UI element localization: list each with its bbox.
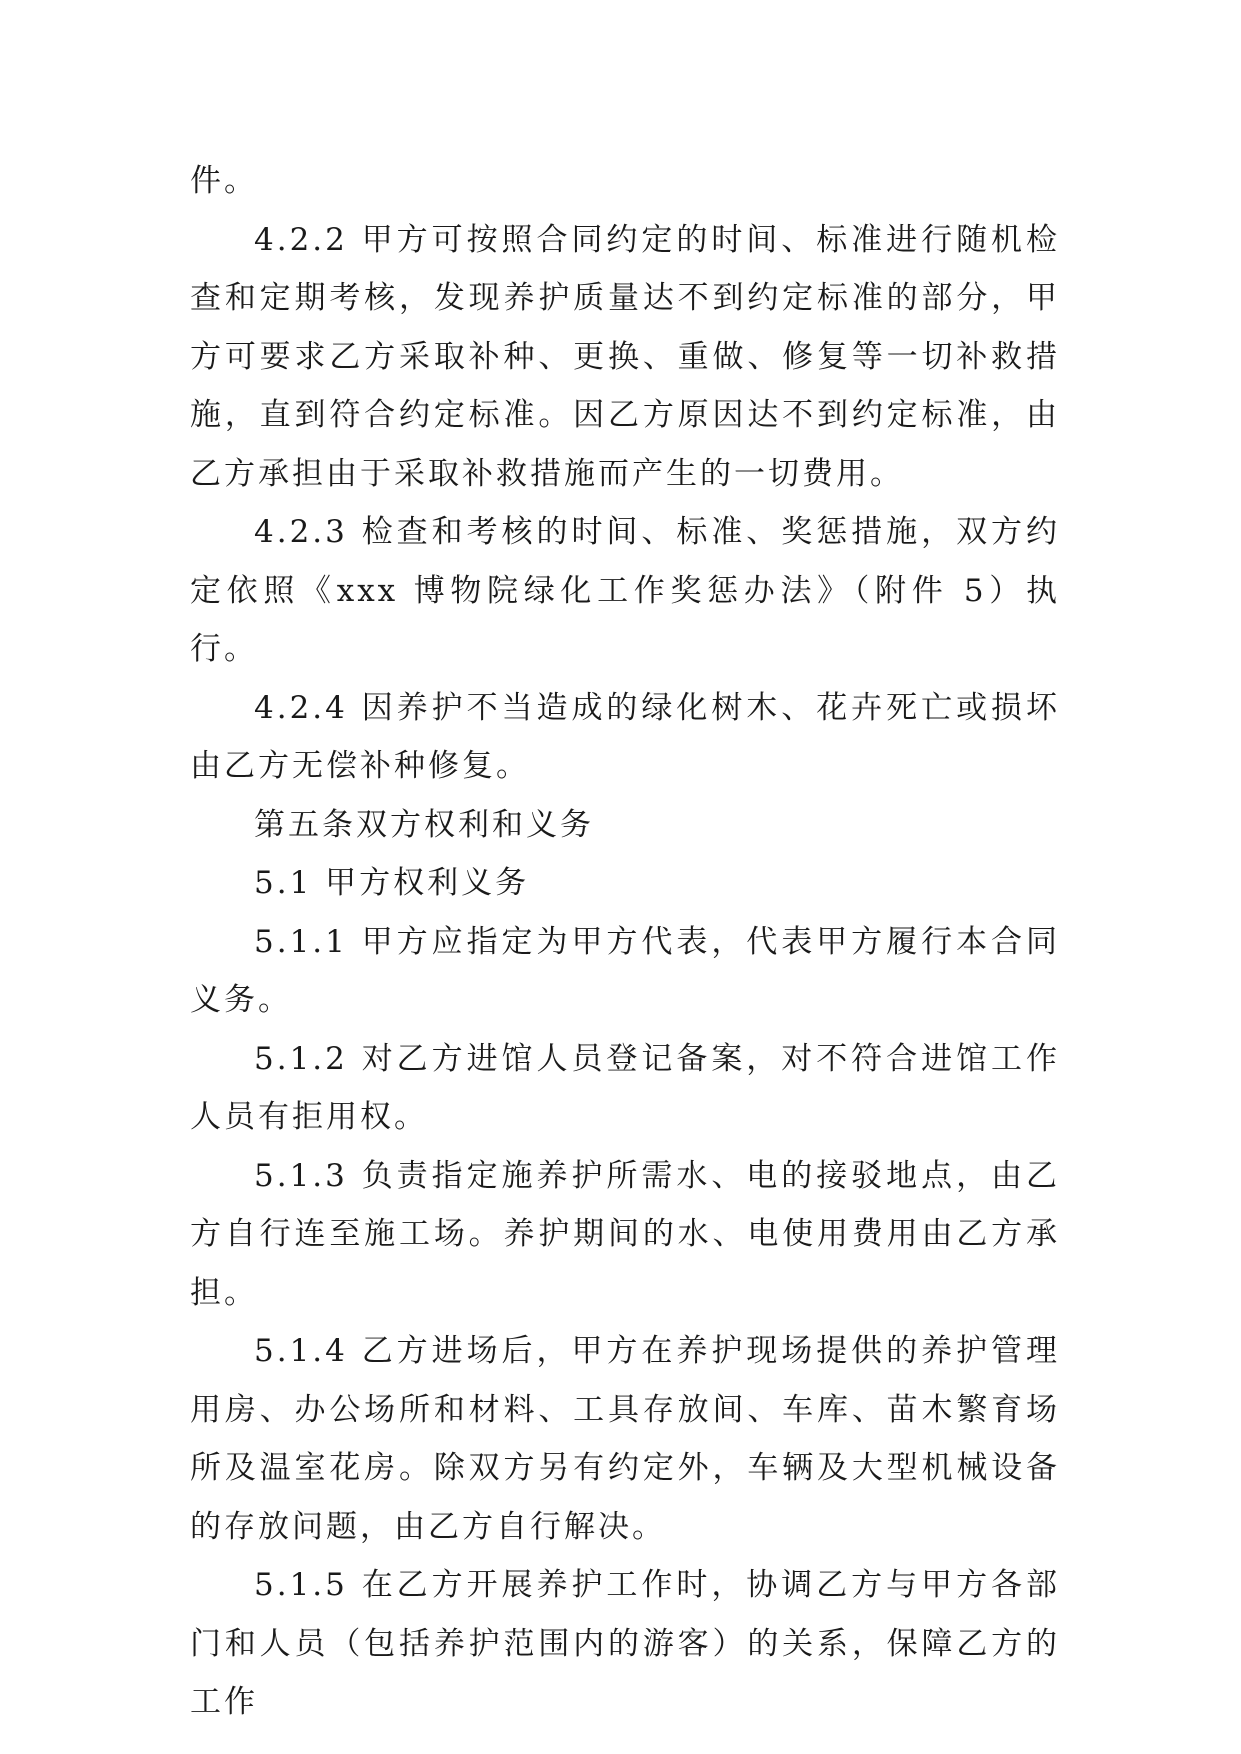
paragraph-5-1-3: 5.1.3 负责指定施养护所需水、电的接驳地点，由乙方自行连至施工场。养护期间的水、电使用费用由乙方承担。	[190, 1157, 1060, 1311]
paragraph-5-1-2: 5.1.2 对乙方进馆人员登记备案，对不符合进馆工作人员有拒用权。	[190, 1040, 1060, 1135]
paragraph-continuation: 件。	[190, 163, 258, 199]
document-body	[190, 152, 1060, 1732]
paragraph-4-2-4: 4.2.4 因养护不当造成的绿化树木、花卉死亡或损坏由乙方无偿补种修复。	[190, 689, 1060, 784]
paragraph-5-1-4: 5.1.4 乙方进场后，甲方在养护现场提供的养护管理用房、办公场所和材料、工具存放间、车库、苗木繁育场所及温室花房。除双方另有约定外，车辆及大型机械设备的存放问题，由乙方自行解决。	[190, 1333, 1060, 1545]
paragraph-5-1-1: 5.1.1 甲方应指定为甲方代表，代表甲方履行本合同义务。	[190, 923, 1060, 1018]
paragraph-4-2-3: 4.2.3 检查和考核的时间、标准、奖惩措施，双方约定依照《xxx 博物院绿化工作奖惩办法》（附件 5）执行。	[190, 514, 1060, 667]
paragraph-5-1-5: 5.1.5 在乙方开展养护工作时，协调乙方与甲方各部门和人员（包括养护范围内的游客）的关系，保障乙方的工作	[190, 1567, 1060, 1720]
paragraph-4-2-2: 4.2.2 甲方可按照合同约定的时间、标准进行随机检查和定期考核，发现养护质量达不到约定标准的部分，甲方可要求乙方采取补种、更换、重做、修复等一切补救措施，直到符合约定标准。因乙方原因达不到约定标准，由乙方承担由于采取补救措施而产生的一切费用。	[190, 221, 1060, 492]
section-heading-article-5: 第五条双方权利和义务	[254, 806, 594, 843]
subsection-heading-5-1: 5.1 甲方权利义务	[254, 865, 530, 901]
